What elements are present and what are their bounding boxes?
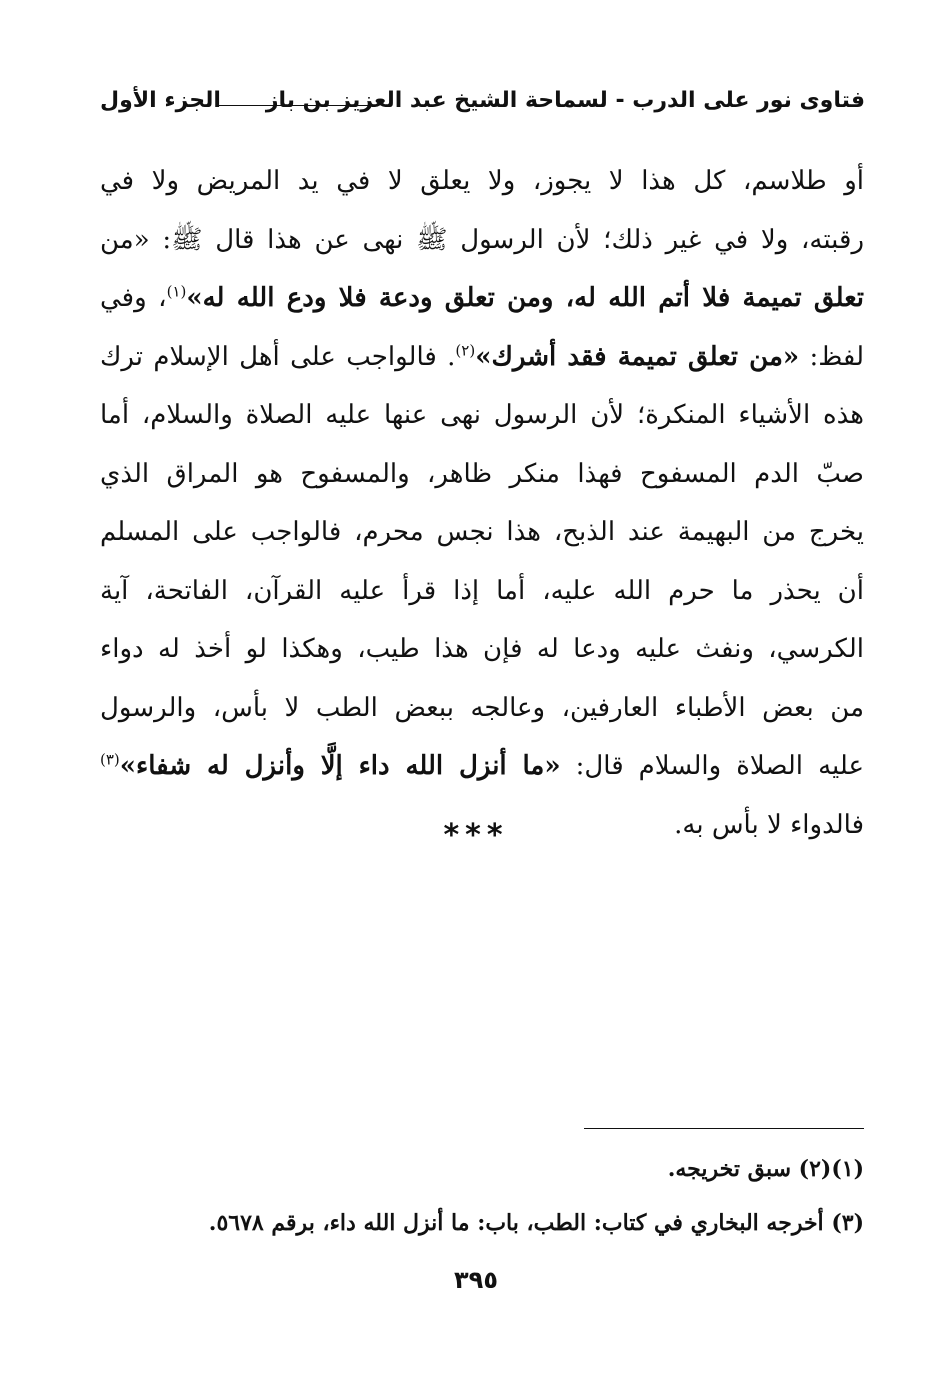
running-header xyxy=(100,88,865,128)
text-line-9: الكرسي، ونفث عليه ودعا له فإن هذا طيب، وهكذا لو أخذ له دواء xyxy=(100,634,864,664)
text-line-6: صبّ الدم المسفوح فهذا منكر ظاهر، والمسفوح هو المراق الذي xyxy=(100,458,864,489)
hadith-quote-2: «من تعلق تميمة فقد أشرك» xyxy=(475,341,800,372)
text-line-1: أو طلاسم، كل هذا لا يجوز، ولا يعلق لا في يد المريض ولا في xyxy=(100,166,864,196)
footnote-rule xyxy=(584,1128,864,1129)
header-rule xyxy=(218,105,368,106)
footnote-ref-1: (١) xyxy=(166,282,187,301)
page-number: ٣٩٥ xyxy=(454,1266,498,1294)
book-title: فتاوى نور على الدرب - لسماحة الشيخ عبد العزيز بن باز xyxy=(265,88,865,113)
text-line-12: فالدواء لا بأس به. xyxy=(674,809,864,840)
text-line-11 xyxy=(100,737,864,796)
text-line-4-rest: . فالواجب على أهل الإسلام ترك xyxy=(100,341,456,372)
footnote-ref-2: (٢) xyxy=(455,340,476,359)
text-line-8: أن يحذر ما حرم الله عليه، أما إذا قرأ عليه القرآن، الفاتحة، آية xyxy=(100,575,864,606)
text-line-10: من بعض الأطباء العارفين، وعالجه ببعض الطب لا بأس، والرسول xyxy=(100,692,864,723)
text-line-4-start: لفظ: xyxy=(799,341,864,372)
text-line-2: رقبته، ولا في غير ذلك؛ لأن الرسول ﷺ نهى عن هذا قال ﷺ: «من xyxy=(100,224,864,255)
text-line-11-start: عليه الصلاة والسلام قال: xyxy=(560,751,864,781)
footnote-2: (٣) أخرجه البخاري في كتاب: الطب، باب: ما أنزل الله داء، برقم ٥٦٧٨. xyxy=(208,1210,864,1236)
footnote-ref-3: (٣) xyxy=(100,750,120,769)
text-line-3 xyxy=(100,269,864,328)
text-line-5: هذه الأشياء المنكرة؛ لأن الرسول نهى عنها عليه الصلاة والسلام، أما xyxy=(100,400,864,430)
hadith-quote-1: تعلق تميمة فلا أتم الله له، ومن تعلق ودعة فلا ودع الله له» xyxy=(186,283,864,313)
volume-label: الجزء الأول xyxy=(100,88,221,113)
text-line-7: يخرج من البهيمة عند الذبح، هذا نجس محرم، فالواجب على المسلم xyxy=(100,517,864,547)
footnotes xyxy=(100,1142,864,1250)
hadith-quote-3: «ما أنزل الله داء إلَّا وأنزل له شفاء» xyxy=(119,751,561,781)
fatwa-text xyxy=(100,152,864,854)
footnote-1: (١)(٢) سبق تخريجه. xyxy=(667,1156,864,1182)
text-line-4 xyxy=(100,328,864,387)
text-line-3-rest: ، وفي xyxy=(100,283,167,313)
section-separator: *** xyxy=(443,818,509,853)
